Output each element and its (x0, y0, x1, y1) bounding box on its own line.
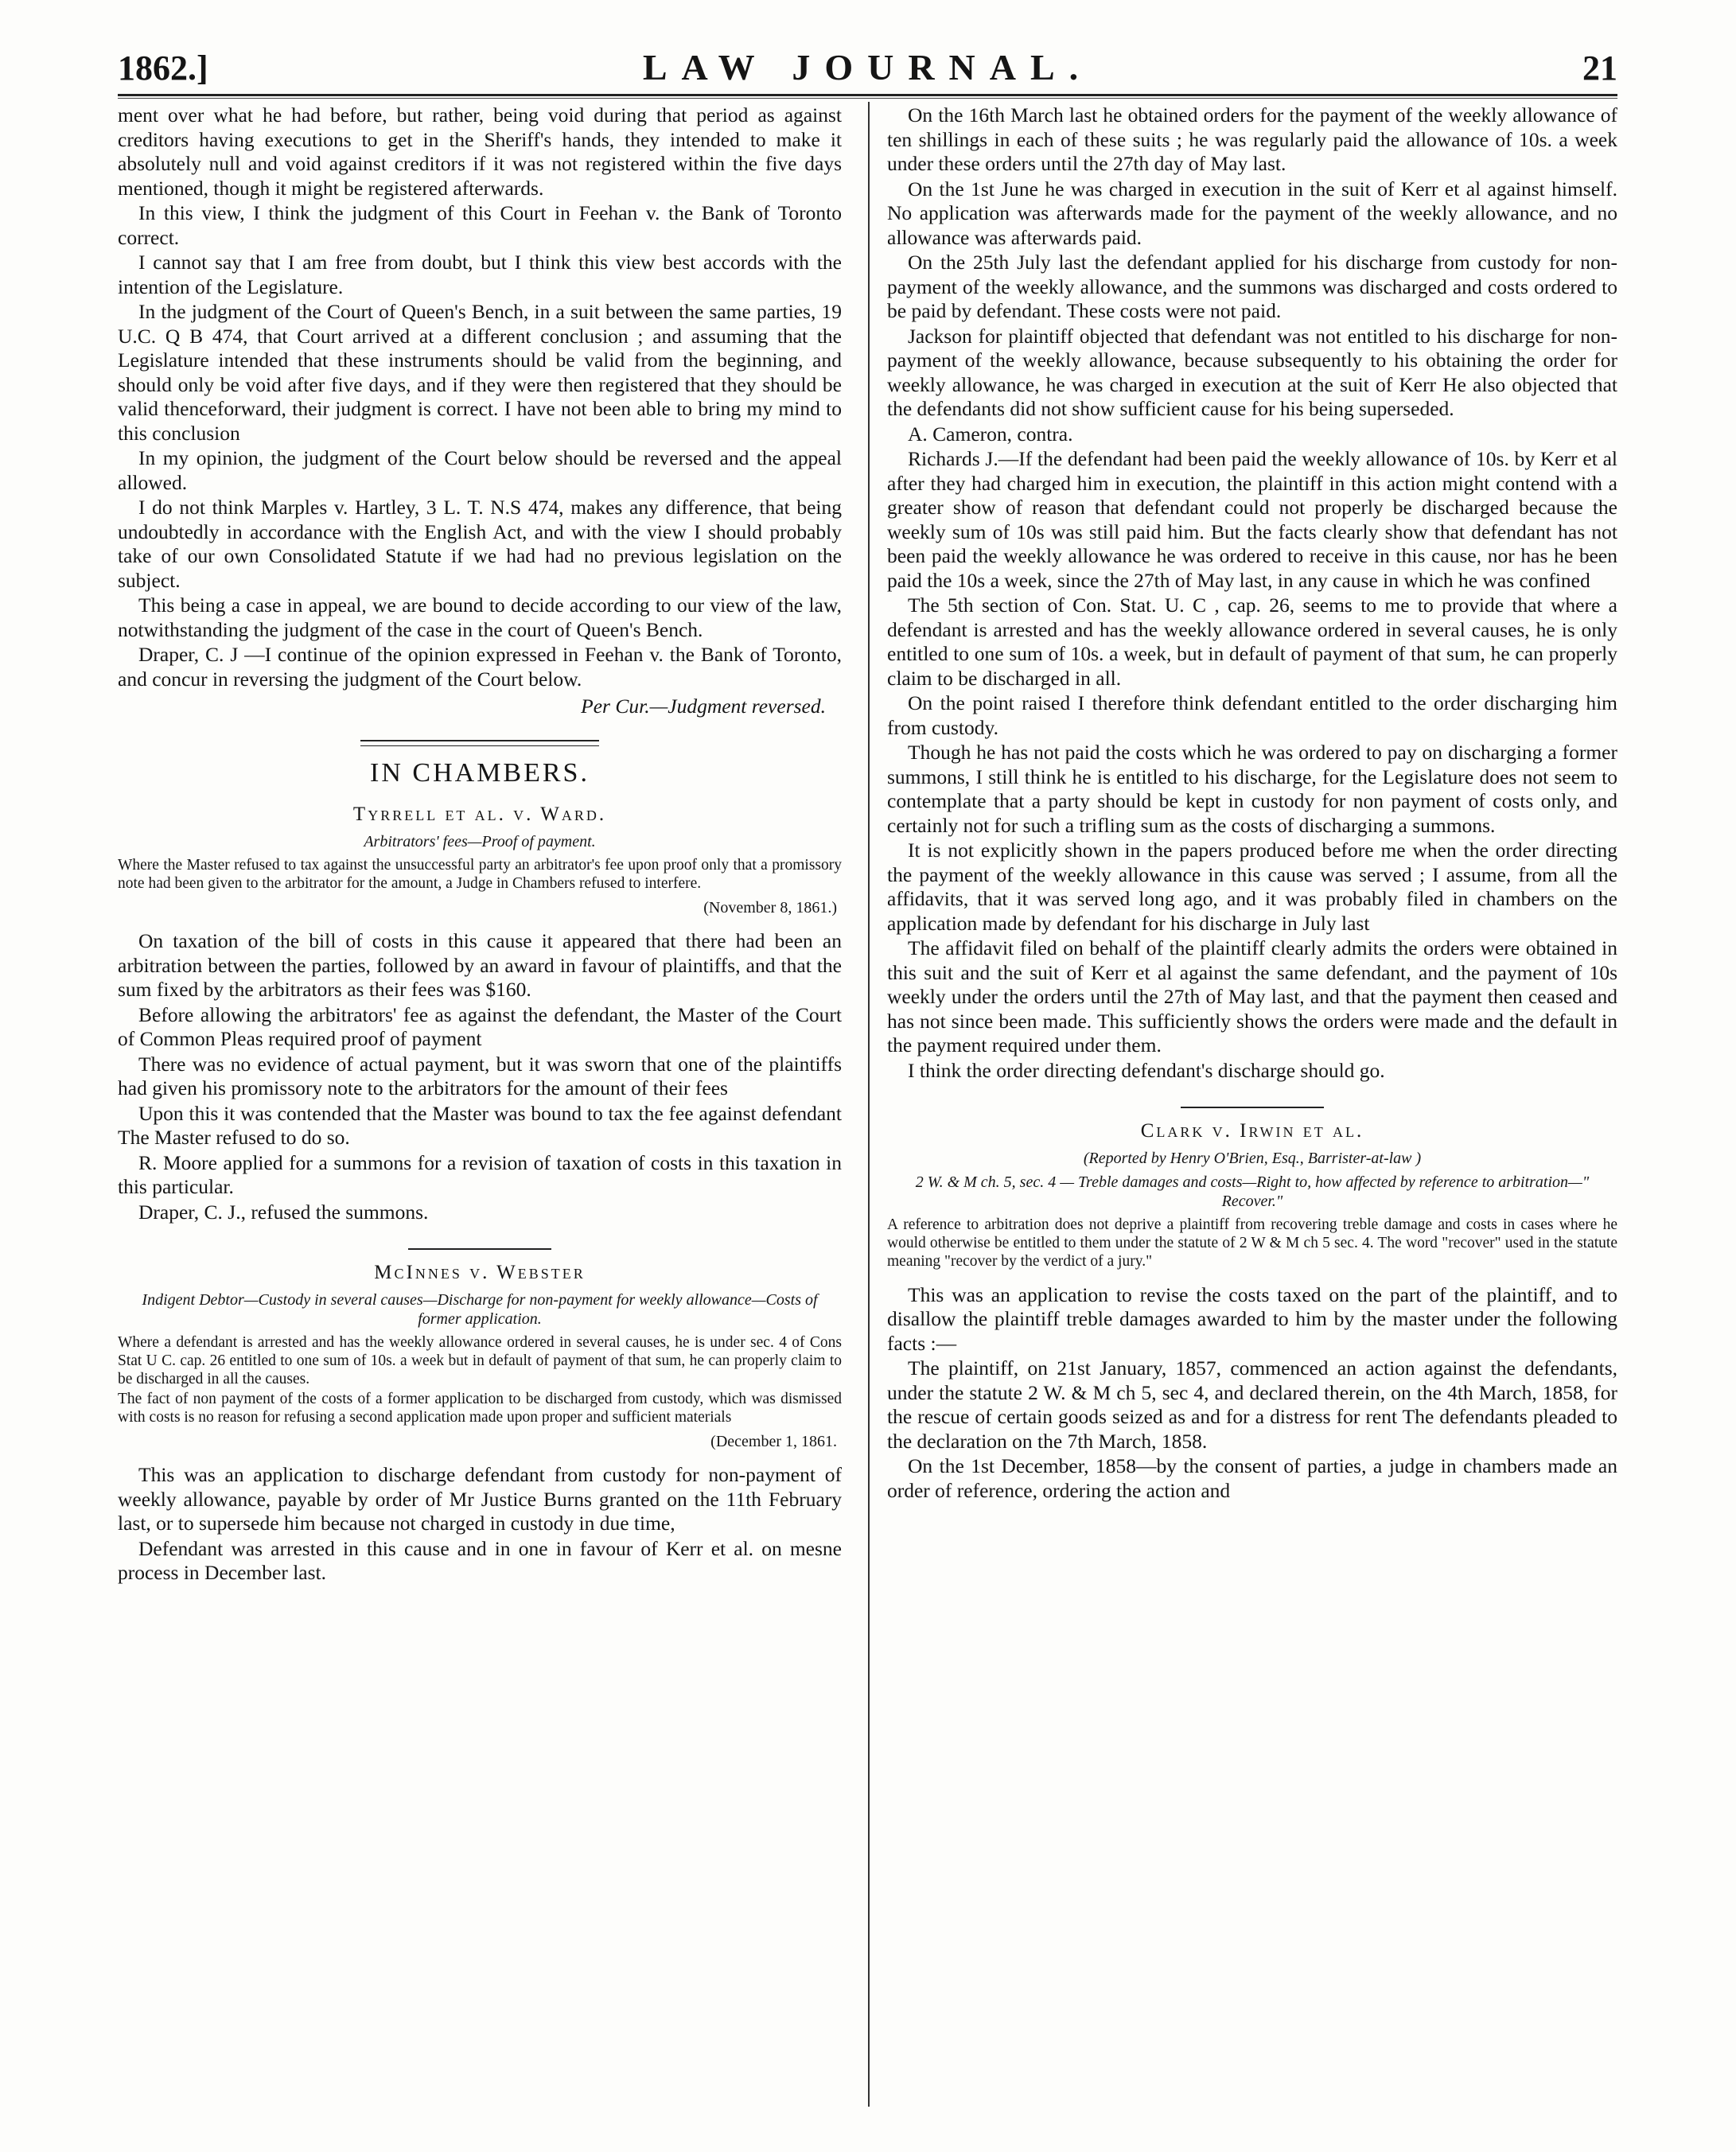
paragraph: There was no evidence of actual payment, but it was sworn that one of the plaintiffs had given his promissory note to the arbitrators for the amount of their fees (118, 1052, 842, 1099)
section-heading: IN CHAMBERS. (370, 757, 590, 788)
judgment-signature: Per Cur.—Judgment reversed. (581, 695, 826, 718)
paragraph: On the 1st December, 1858—by the consent of parties, a judge in chambers made an order of reference, ordering the action and (887, 1454, 1617, 1502)
paragraph: Richards J.—If the defendant had been paid the weekly allowance of 10s. by Kerr et al after they had charged him in execution, the plaintiff in this action might contend with a greater show of reason that defendant could not properly be discharged because the weekly sum of 10s was still paid him. But the facts clearly show that defendant has not been paid the weekly allowance he was ordered to receive in this cause, nor has he been paid the 10s a week, since the 27th of May last, in any cause in which he was confined (887, 447, 1617, 592)
paragraph: Though he has not paid the costs which he was ordered to pay on discharging a former summons, I still think he is entitled to his discharge, for the Legislature does not seem to contemplate that a party should be kept in custody for non payment of costs only, and certainly not for such a trifling sum as the costs of discharging a summons. (887, 741, 1617, 837)
paragraph: The plaintiff, on 21st January, 1857, commenced an action against the defendants, under the statute 2 W. & M ch 5, sec 4, and declared therein, on the 4th March, 1858, for the rescue of certain goods seized as and for a distress for rent The defendants pleaded to the declaration on the 7th March, 1858. (887, 1356, 1617, 1453)
paragraph: The 5th section of Con. Stat. U. C , cap. 26, seems to me to provide that where a defendant is arrested and has the weekly allowance ordered in several causes, he is only entitled to one sum of 10s. a week, but in default of payment of that sum, he can properly claim to be discharged in all. (887, 593, 1617, 690)
paragraph: This being a case in appeal, we are bound to decide according to our view of the law, notwithstanding the judgment of the case in the court of Queen's Bench. (118, 593, 842, 641)
paragraph: On the 16th March last he obtained orders for the payment of the weekly allowance of ten shillings in each of these suits ; he was regularly paid the allowance of 10s. a week under these orders until the 27th day of May last. (887, 103, 1617, 175)
paragraph: R. Moore applied for a summons for a revision of taxation of costs in this taxation in this particular. (118, 1150, 842, 1198)
case-headnote: The fact of non payment of the costs of a former application to be discharged from custody, which was dismissed with costs is no reason for refusing a second application made upon proper and sufficient materials (118, 1390, 842, 1426)
header-title: LAW JOURNAL. (642, 47, 1093, 88)
paragraph: This was an application to discharge defendant from custody for non-payment of weekly allowance, payable by order of Mr Justice Burns granted on the 11th February last, or to supersede him because not charged in custody in due time, (118, 1463, 842, 1535)
paragraph: I think the order directing defendant's discharge should go. (908, 1058, 1385, 1082)
paragraph: On the 25th July last the defendant applied for his discharge from custody for non-payment of the weekly allowance, and the summons was discharged and costs ordered to be paid by defendant. These costs were not paid. (887, 251, 1617, 322)
case-headnote: Where a defendant is arrested and has the weekly allowance ordered in several causes, he is under sec. 4 of Cons Stat U C. cap. 26 entitled to one sum of 10s. a week but in default of payment of that sum, he can properly claim to be discharged in all the causes. (118, 1333, 842, 1387)
header-page-number: 21 (1582, 49, 1617, 88)
paragraph: On taxation of the bill of costs in this cause it appeared that there had been an arbitration between the parties, followed by an award in favour of plaintiffs, and that the sum fixed by the arbitrators as their fees was $160. (118, 929, 842, 1001)
paragraph: In this view, I think the judgment of this Court in Feehan v. the Bank of Toronto correct. (118, 201, 842, 249)
paragraph: This was an application to revise the costs taxed on the part of the plaintiff, and to disallow the plaintiff treble damages awarded to him by the master under the following facts :— (887, 1282, 1617, 1355)
paragraph: It is not explicitly shown in the papers produced before me when the order directing the payment of the weekly allowance in this cause was served ; I assume, from all the affidavits, that it was served long ago, and it was probably filed in chambers on the application made by defendant for his discharge in July last (887, 839, 1617, 935)
case-headnote: A reference to arbitration does not deprive a plaintiff from recovering treble damage and costs in cases where he would otherwise be entitled to them under the statute of 2 W & M ch 5 sec. 4. The word "recover" used in the statute meaning "recover by the verdict of a jury." (887, 1216, 1617, 1270)
paragraph: In my opinion, the judgment of the Court below should be reversed and the appeal allowed. (118, 446, 842, 494)
paragraph: Jackson for plaintiff objected that defendant was not entitled to his discharge for non-payment of the weekly allowance, because subsequently to his obtaining the order for weekly allowance, he was charged in execution at the suit of Kerr He also objected that the defendants did not show sufficient cause for his being superseded. (887, 324, 1617, 420)
case-title: McInnes v. Webster (374, 1262, 586, 1283)
case-divider (408, 1248, 551, 1250)
header-year: 1862.] (118, 49, 208, 88)
paragraph: ment over what he had before, but rather, being void during that period as against creditors having executions to get in the Sheriff's hands, they intended to make it absolutely null and void against creditors if it was not registered within the five days mentioned, though it might be registered afterwards. (118, 103, 842, 200)
column-divider (868, 102, 870, 2107)
paragraph: Draper, C. J., refused the summons. (138, 1200, 429, 1224)
case-subject: Arbitrators' fees—Proof of payment. (364, 832, 596, 850)
left-column (118, 103, 842, 1586)
right-column (887, 103, 1617, 1504)
paragraph: Upon this it was contended that the Master was bound to tax the fee against defendant The Master refused to do so. (118, 1101, 842, 1149)
case-reporter: (Reported by Henry O'Brien, Esq., Barrister-at-law ) (1083, 1149, 1422, 1167)
case-date: (December 1, 1861. (710, 1432, 837, 1450)
paragraph: Draper, C. J —I continue of the opinion expressed in Feehan v. the Bank of Toronto, and concur in reversing the judgment of the Court below. (118, 643, 842, 691)
paragraph: I cannot say that I am free from doubt, but I think this view best accords with the intention of the Legislature. (118, 251, 842, 298)
case-subject: Indigent Debtor—Custody in several causes—Discharge for non-payment for weekly allowance—Costs of former application. (142, 1290, 818, 1328)
paragraph: Before allowing the arbitrators' fee as against the defendant, the Master of the Court of Common Pleas required proof of payment (118, 1002, 842, 1050)
header-rule (118, 94, 1617, 99)
paragraph: I do not think Marples v. Hartley, 3 L. T. N.S 474, makes any difference, that being undoubtedly in accordance with the English Act, and with the view I should probably take of our own Consolidated Statute if we had had no previous legislation on the subject. (118, 496, 842, 592)
case-title: Clark v. Irwin et al. (1140, 1120, 1364, 1142)
case-date: (November 8, 1861.) (703, 898, 837, 916)
paragraph: In the judgment of the Court of Queen's Bench, in a suit between the same parties, 19 U.C. Q B 474, that Court arrived at a different conclusion ; and assuming that the Legislature intended that these instruments should be valid from the beginning, and should only be void after five days, and if they were then registered that they should be valid thenceforward, their judgment is correct. I have not been able to bring my mind to this conclusion (118, 300, 842, 445)
paragraph: Defendant was arrested in this cause and in one in favour of Kerr et al. on mesne process in December last. (118, 1536, 842, 1584)
case-subject: 2 W. & M ch. 5, sec. 4 — Treble damages and costs—Right to, how affected by reference to arbitration—" Recover." (915, 1173, 1590, 1210)
case-headnote: Where the Master refused to tax against the unsuccessful party an arbitrator's fee upon proof only that a promissory note had been given to the arbitrator for the amount, a Judge in Chambers refused to interfere. (118, 856, 842, 892)
page-header (118, 41, 1617, 97)
section-divider (360, 740, 599, 742)
paragraph: A. Cameron, contra. (908, 422, 1073, 446)
paragraph: On the 1st June he was charged in execution in the suit of Kerr et al against himself. No application was afterwards made for the payment of the weekly allowance, and no allowance was afterwards paid. (887, 177, 1617, 249)
paragraph: On the point raised I therefore think defendant entitled to the order discharging him from custody. (887, 691, 1617, 739)
case-title: Tyrrell et al. v. Ward. (352, 804, 607, 825)
case-divider (1181, 1107, 1324, 1108)
paragraph: The affidavit filed on behalf of the plaintiff clearly admits the orders were obtained in this suit and the suit of Kerr et al against the same defendant, and the payment of 10s weekly under the orders until the 27th of May last, and that the payment then ceased and has not since been made. This sufficiently shows the orders were made and the default in the payment required under them. (887, 936, 1617, 1057)
section-divider (360, 745, 599, 747)
